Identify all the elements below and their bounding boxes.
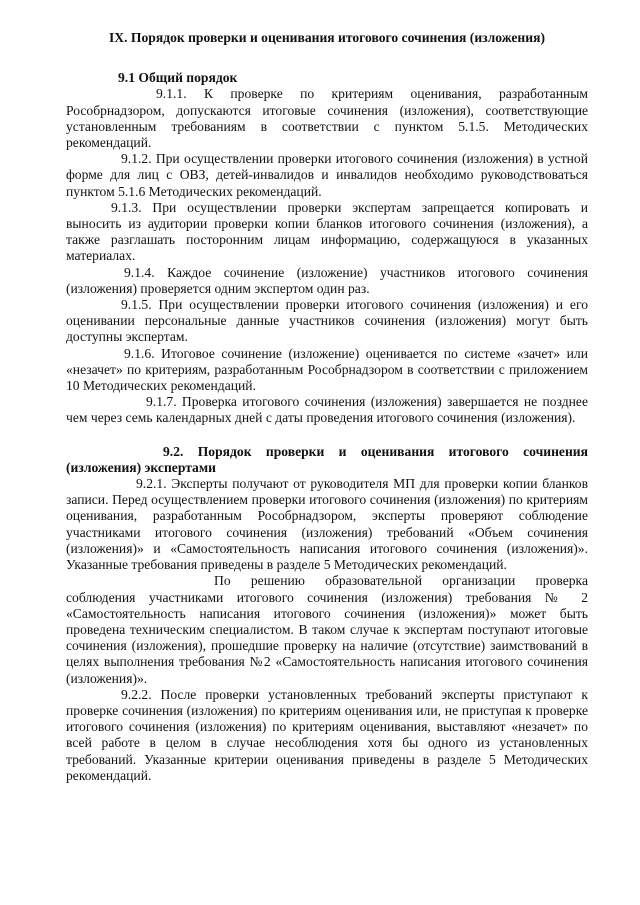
paragraph-9-1-7: 9.1.7. Проверка итогового сочинения (изложения) завершается не позднее чем через семь календарных дней с даты проведения итогового сочинения (изложения). xyxy=(66,394,588,426)
section-spacer xyxy=(66,427,588,444)
paragraph-9-1-6: 9.1.6. Итоговое сочинение (изложение) оценивается по системе «зачет» или «незачет» по критериям, разработанным Рособрнадзором в соответствии с приложением 10 Методических рекомендаций. xyxy=(66,345,588,394)
paragraph-9-2-1-note: По решению образовательной организации проверка соблюдения участниками итогового сочинения (изложения) требования № 2 «Самостоятельность написания итогового сочинения (изложения)» может быть проведена техническим специалистом. В таком случае к экспертам поступают итоговые сочинения (изложения), прошедшие проверку на наличие (отсутствие) заимствований в целях выполнения требования №2 «Самостоятельность написания итогового сочинения (изложения)». xyxy=(66,573,588,686)
paragraph-9-2-2: 9.2.2. После проверки установленных требований эксперты приступают к проверке сочинения (изложения) по критериям оценивания или, не приступая к проверке итогового сочинения (изложения) по критериям оценивания, выставляют «незачет» по всей работе в целом в случае несоблюдения хотя бы одного из установленных требований. Указанные критерии оценивания приведены в разделе 5 Методических рекомендаций. xyxy=(66,686,588,783)
paragraph-9-1-4: 9.1.4. Каждое сочинение (изложение) участников итогового сочинения (изложения) проверяется одним экспертом один раз. xyxy=(66,264,588,296)
paragraph-9-1-1: 9.1.1. К проверке по критериям оценивания, разработанным Рособрнадзором, допускаются итоговые сочинения (изложения), соответствующие установленным требованиям в соответствии с пунктом 5.1.5. Методических рекомендаций. xyxy=(66,86,588,151)
document-title: IX. Порядок проверки и оценивания итогового сочинения (изложения) xyxy=(109,30,545,45)
paragraph-9-1-3: 9.1.3. При осуществлении проверки экспертам запрещается копировать и выносить из аудитории проверки копии бланков итогового сочинения (изложения), а также разглашать посторонним лицам информацию, содержащуюся в указанных материалах. xyxy=(66,199,588,264)
section-heading-9-2: 9.2. Порядок проверки и оценивания итогового сочинения (изложения) экспертами xyxy=(66,443,588,475)
section-heading-9-1: 9.1 Общий порядок xyxy=(118,70,238,86)
paragraph-9-1-2: 9.1.2. При осуществлении проверки итогового сочинения (изложения) в устной форме для лиц с ОВЗ, детей-инвалидов и инвалидов необходимо руководствоваться пунктом 5.1.6 Методических рекомендаций. xyxy=(66,151,588,199)
paragraph-9-1-5: 9.1.5. При осуществлении проверки итогового сочинения (изложения) и его оценивании персональные данные участников сочинения (изложения) могут быть доступны экспертам. xyxy=(66,297,588,345)
document-page xyxy=(66,30,588,784)
paragraph-9-2-1: 9.2.1. Эксперты получают от руководителя МП для проверки копии бланков записи. Перед осуществлением проверки итогового сочинения (изложения) по критериям оценивания, разработанным Рособрнадзором, эксперты проверяют соблюдение участниками итогового сочинения (изложения) требований «Объем сочинения (изложения)» и «Самостоятельность написания итогового сочинения (изложения)». Указанные требования приведены в разделе 5 Методических рекомендаций. xyxy=(66,476,588,573)
